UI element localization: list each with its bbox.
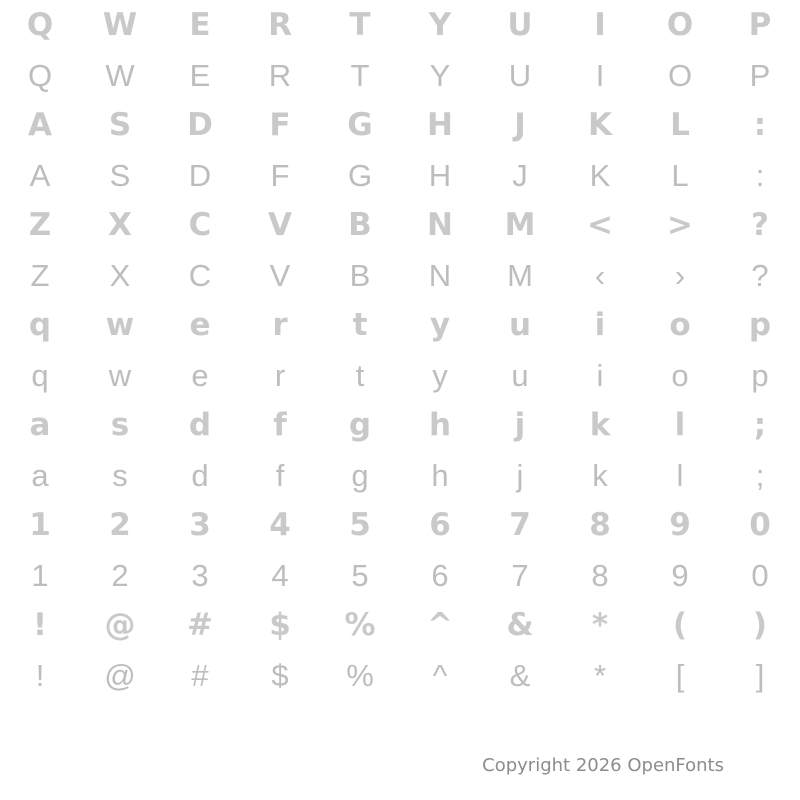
glyph-cell: E (189, 57, 211, 93)
glyph-cell: T (350, 57, 370, 93)
glyph-cell: l (674, 406, 686, 443)
glyph-cell: ; (755, 457, 765, 493)
glyph-cell: 1 (31, 557, 49, 593)
glyph-cell: 7 (509, 506, 531, 543)
glyph-cell: o (671, 357, 689, 393)
glyph-cell: › (674, 257, 686, 293)
glyph-cell: 4 (271, 557, 289, 593)
glyph-cell: B (348, 206, 372, 243)
glyph-cell: 9 (669, 506, 691, 543)
glyph-cell: I (595, 57, 605, 93)
glyph-cell: r (272, 306, 288, 343)
glyph-cell: ? (751, 206, 769, 243)
glyph-cell: g (348, 406, 372, 443)
glyph-cell: K (589, 157, 611, 193)
glyph-cell: O (666, 6, 694, 43)
glyph-cell: M (507, 257, 533, 293)
glyph-cell: & (506, 606, 534, 643)
glyph-cell: o (669, 306, 691, 343)
glyph-cell: 5 (351, 557, 369, 593)
glyph-cell: $ (271, 657, 289, 693)
glyph-cell: % (346, 657, 374, 693)
glyph-cell: j (514, 406, 526, 443)
glyph-cell: q (31, 357, 49, 393)
glyph-cell: u (511, 357, 529, 393)
glyph-cell: G (347, 106, 373, 143)
glyph-cell: * (593, 657, 607, 693)
glyph-cell: @ (104, 657, 136, 693)
glyph-cell: C (188, 206, 212, 243)
glyph-cell: B (349, 257, 371, 293)
glyph-cell: 7 (511, 557, 529, 593)
glyph-cell: w (108, 357, 132, 393)
glyph-cell: 2 (111, 557, 129, 593)
glyph-cell: > (667, 206, 693, 243)
glyph-cell: ‹ (594, 257, 606, 293)
glyph-cell: d (188, 406, 212, 443)
glyph-cell: $ (269, 606, 291, 643)
glyph-cell: N (428, 257, 452, 293)
glyph-cell: ; (753, 406, 767, 443)
glyph-cell: a (29, 406, 51, 443)
glyph-cell: 2 (109, 506, 131, 543)
glyph-cell: C (188, 257, 212, 293)
glyph-cell: N (427, 206, 453, 243)
glyph-cell: w (105, 306, 135, 343)
copyright-notice: Copyright 2026 OpenFonts (482, 755, 724, 776)
glyph-cell: U (507, 6, 533, 43)
glyph-cell: F (270, 157, 290, 193)
glyph-cell: f (273, 406, 287, 443)
glyph-cell: h (428, 406, 452, 443)
glyph-cell: j (516, 457, 524, 493)
glyph-cell: P (748, 6, 772, 43)
glyph-cell: I (594, 6, 606, 43)
glyph-cell: ( (672, 606, 688, 643)
glyph-cell: F (269, 106, 291, 143)
glyph-cell: ^ (432, 657, 448, 693)
glyph-cell: 1 (29, 506, 51, 543)
glyph-cell: g (351, 457, 369, 493)
glyph-cell: i (594, 306, 606, 343)
glyph-cell: G (347, 157, 373, 193)
glyph-cell: y (432, 357, 448, 393)
glyph-cell: Y (428, 6, 452, 43)
glyph-cell: p (748, 306, 772, 343)
glyph-cell: Y (429, 57, 451, 93)
glyph-cell: L (670, 106, 690, 143)
glyph-cell: V (269, 257, 291, 293)
glyph-cell: A (28, 106, 52, 143)
glyph-cell: J (514, 106, 526, 143)
glyph-cell: 0 (749, 506, 771, 543)
glyph-cell: H (428, 157, 452, 193)
glyph-cell: t (352, 306, 368, 343)
glyph-cell: M (504, 206, 536, 243)
glyph-cell: W (102, 6, 138, 43)
glyph-cell: q (28, 306, 52, 343)
glyph-cell: W (105, 57, 135, 93)
glyph-cell: O (667, 57, 693, 93)
glyph-cell: S (109, 157, 131, 193)
glyph-cell: e (191, 357, 209, 393)
glyph-cell: a (31, 457, 49, 493)
glyph-cell: V (268, 206, 292, 243)
glyph-cell: R (268, 6, 292, 43)
glyph-cell: # (191, 657, 209, 693)
glyph-cell: U (508, 57, 532, 93)
glyph-cell: H (427, 106, 453, 143)
glyph-cell: J (512, 157, 528, 193)
glyph-cell: e (189, 306, 211, 343)
glyph-cell: 4 (269, 506, 291, 543)
glyph-cell: L (671, 157, 689, 193)
glyph-cell: 3 (189, 506, 211, 543)
glyph-cell: ? (751, 257, 769, 293)
glyph-cell: Z (28, 206, 52, 243)
glyph-cell: % (344, 606, 376, 643)
glyph-cell: u (508, 306, 532, 343)
glyph-cell: [ (675, 657, 685, 693)
glyph-cell: 3 (191, 557, 209, 593)
glyph-cell: : (755, 157, 765, 193)
glyph-cell: d (191, 457, 209, 493)
glyph-cell: X (108, 206, 132, 243)
glyph-cell: ! (32, 606, 48, 643)
glyph-cell: K (587, 106, 613, 143)
glyph-cell: h (431, 457, 449, 493)
glyph-cell: D (187, 106, 213, 143)
glyph-cell: A (29, 157, 51, 193)
glyph-cell: k (592, 457, 608, 493)
glyph-cell: 9 (671, 557, 689, 593)
glyph-cell: * (591, 606, 609, 643)
glyph-cell: Z (30, 257, 50, 293)
glyph-cell: k (589, 406, 611, 443)
glyph-cell: 6 (429, 506, 451, 543)
glyph-cell: 8 (591, 557, 609, 593)
glyph-cell: 6 (431, 557, 449, 593)
glyph-cell: : (753, 106, 767, 143)
glyph-cell: 5 (349, 506, 371, 543)
glyph-cell: s (112, 457, 128, 493)
glyph-cell: ] (755, 657, 765, 693)
glyph-cell: t (355, 357, 365, 393)
glyph-cell: < (587, 206, 613, 243)
glyph-cell: Q (27, 57, 53, 93)
glyph-cell: 8 (589, 506, 611, 543)
glyph-cell: T (349, 6, 371, 43)
glyph-cell: P (749, 57, 771, 93)
glyph-cell: @ (104, 606, 136, 643)
glyph-cell: y (429, 306, 451, 343)
glyph-cell: S (108, 106, 132, 143)
glyph-cell: ! (35, 657, 45, 693)
glyph-cell: & (509, 657, 531, 693)
glyph-cell: X (109, 257, 131, 293)
glyph-cell: E (189, 6, 211, 43)
glyph-cell: p (751, 357, 769, 393)
glyph-cell: l (676, 457, 684, 493)
glyph-cell: R (268, 57, 292, 93)
glyph-cell: r (274, 357, 286, 393)
glyph-cell: D (188, 157, 212, 193)
glyph-cell: # (187, 606, 213, 643)
glyph-cell: ) (752, 606, 768, 643)
glyph-cell: f (275, 457, 285, 493)
glyph-cell: 0 (751, 557, 769, 593)
glyph-cell: s (110, 406, 130, 443)
glyph-cell: ^ (427, 606, 453, 643)
glyph-cell: i (596, 357, 604, 393)
glyph-cell: Q (26, 6, 54, 43)
